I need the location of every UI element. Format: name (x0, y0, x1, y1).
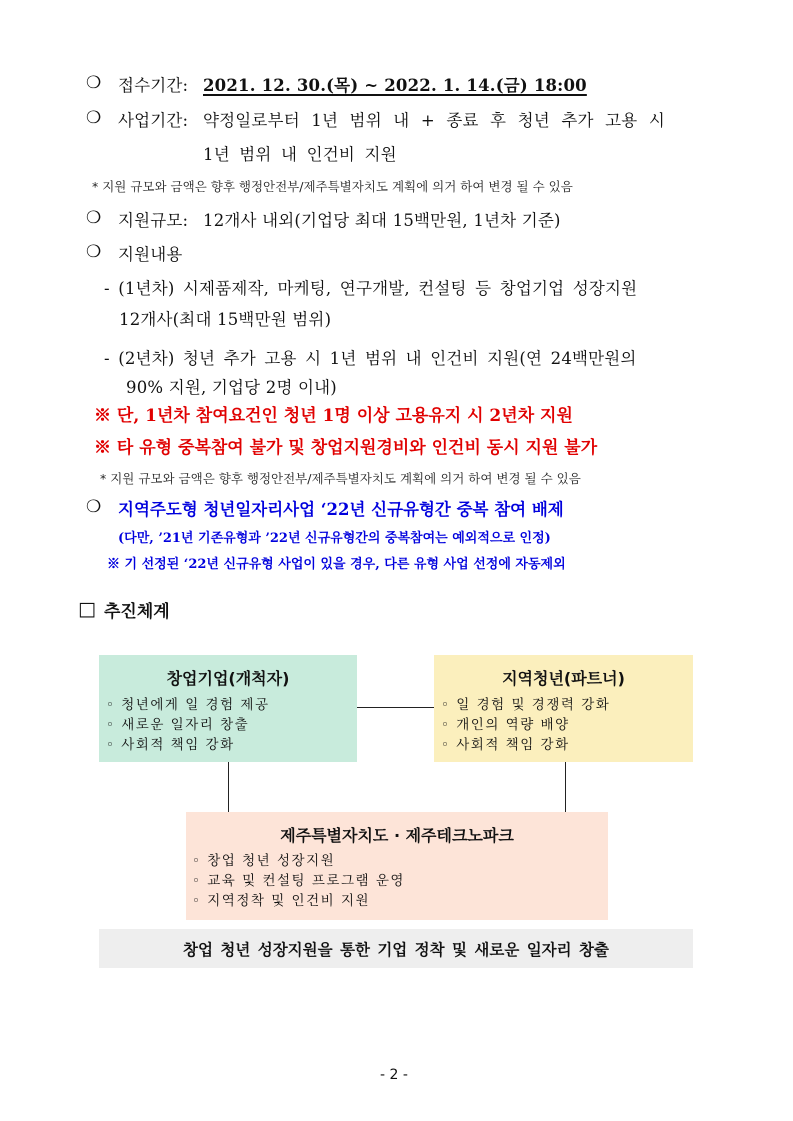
bullet-icon: ❍ (86, 208, 102, 228)
jeju-agency-box (186, 812, 608, 920)
business-line2: 1년 범위 내 인건비 지원 (203, 145, 397, 164)
period-label: 접수기간: (118, 76, 189, 95)
section-checkbox-icon: □ (78, 598, 96, 620)
jeju-agency-title: 제주특별자치도 · 제주테크노파크 (280, 826, 514, 845)
outcome-banner-text: 창업 청년 성장지원을 통한 기업 정착 및 새로운 일자리 창출 (183, 940, 609, 959)
connector-line (357, 707, 434, 708)
content-item2-line1: - (2년차) 청년 추가 고용 시 1년 범위 내 인건비 지원(연 24백만원의 (104, 349, 637, 368)
connector-line (565, 762, 566, 812)
list-item: ◦ 사회적 책임 강화 (106, 737, 235, 753)
note-1: * 지원 규모와 금액은 향후 행정안전부/제주특별자치도 계획에 의거 하여 변경 될 수 있음 (92, 179, 573, 194)
red-notice-2: ※ 타 유형 중복참여 불가 및 창업지원경비와 인건비 동시 지원 불가 (94, 438, 598, 458)
list-item: ◦ 새로운 일자리 창출 (106, 717, 250, 733)
list-item: ◦ 개인의 역량 배양 (441, 717, 570, 733)
list-item: ◦ 지역정착 및 인건비 지원 (192, 893, 371, 909)
bullet-icon: ❍ (86, 497, 102, 517)
blue-line-2: (다만, ’21년 기존유형과 ’22년 신규유형간의 중복참여는 예외적으로 인정) (118, 531, 551, 546)
outcome-banner (99, 929, 693, 968)
content-item2-line2: 90% 지원, 기업당 2명 이내) (126, 378, 337, 397)
red-notice-1: ※ 단, 1년차 참여요건인 청년 1명 이상 고용유지 시 2년차 지원 (94, 406, 573, 426)
list-item: ◦ 일 경험 및 경쟁력 강화 (441, 697, 611, 713)
local-youth-box (434, 655, 693, 762)
startup-company-box (99, 655, 357, 762)
page-number: - 2 - (380, 1067, 408, 1083)
blue-line-3: ※ 기 선정된 ‘22년 신규유형 사업이 있을 경우, 다른 유형 사업 선정에 자동제외 (107, 557, 566, 572)
content-item1-line1: - (1년차) 시제품제작, 마케팅, 연구개발, 컨설팅 등 창업기업 성장지원 (104, 279, 638, 298)
period-value: 2021. 12. 30.(목) ~ 2022. 1. 14.(금) 18:00 (203, 76, 587, 95)
scale-value: 12개사 내외(기업당 최대 15백만원, 1년차 기준) (203, 211, 561, 230)
scale-label: 지원규모: (118, 211, 189, 230)
content-label: 지원내용 (118, 245, 183, 264)
business-label: 사업기간: (118, 111, 189, 130)
list-item: ◦ 창업 청년 성장지원 (192, 853, 336, 869)
note-2: * 지원 규모와 금액은 향후 행정안전부/제주특별자치도 계획에 의거 하여 변경 될 수 있음 (100, 471, 581, 486)
list-item: ◦ 사회적 책임 강화 (441, 737, 570, 753)
section-title: 추진체계 (104, 602, 170, 622)
list-item: ◦ 교육 및 컨설팅 프로그램 운영 (192, 873, 405, 889)
bullet-icon: ❍ (86, 73, 102, 93)
blue-line-1: 지역주도형 청년일자리사업 ‘22년 신규유형간 중복 참여 배제 (118, 500, 564, 519)
list-item: ◦ 청년에게 일 경험 제공 (106, 697, 270, 713)
startup-company-title: 창업기업(개척자) (166, 669, 290, 688)
connector-line (228, 762, 229, 812)
bullet-icon: ❍ (86, 108, 102, 128)
business-line1: 약정일로부터 1년 범위 내 + 종료 후 청년 추가 고용 시 (203, 111, 665, 130)
content-item1-line2: 12개사(최대 15백만원 범위) (119, 310, 332, 329)
local-youth-title: 지역청년(파트너) (502, 669, 625, 688)
bullet-icon: ❍ (86, 242, 102, 262)
